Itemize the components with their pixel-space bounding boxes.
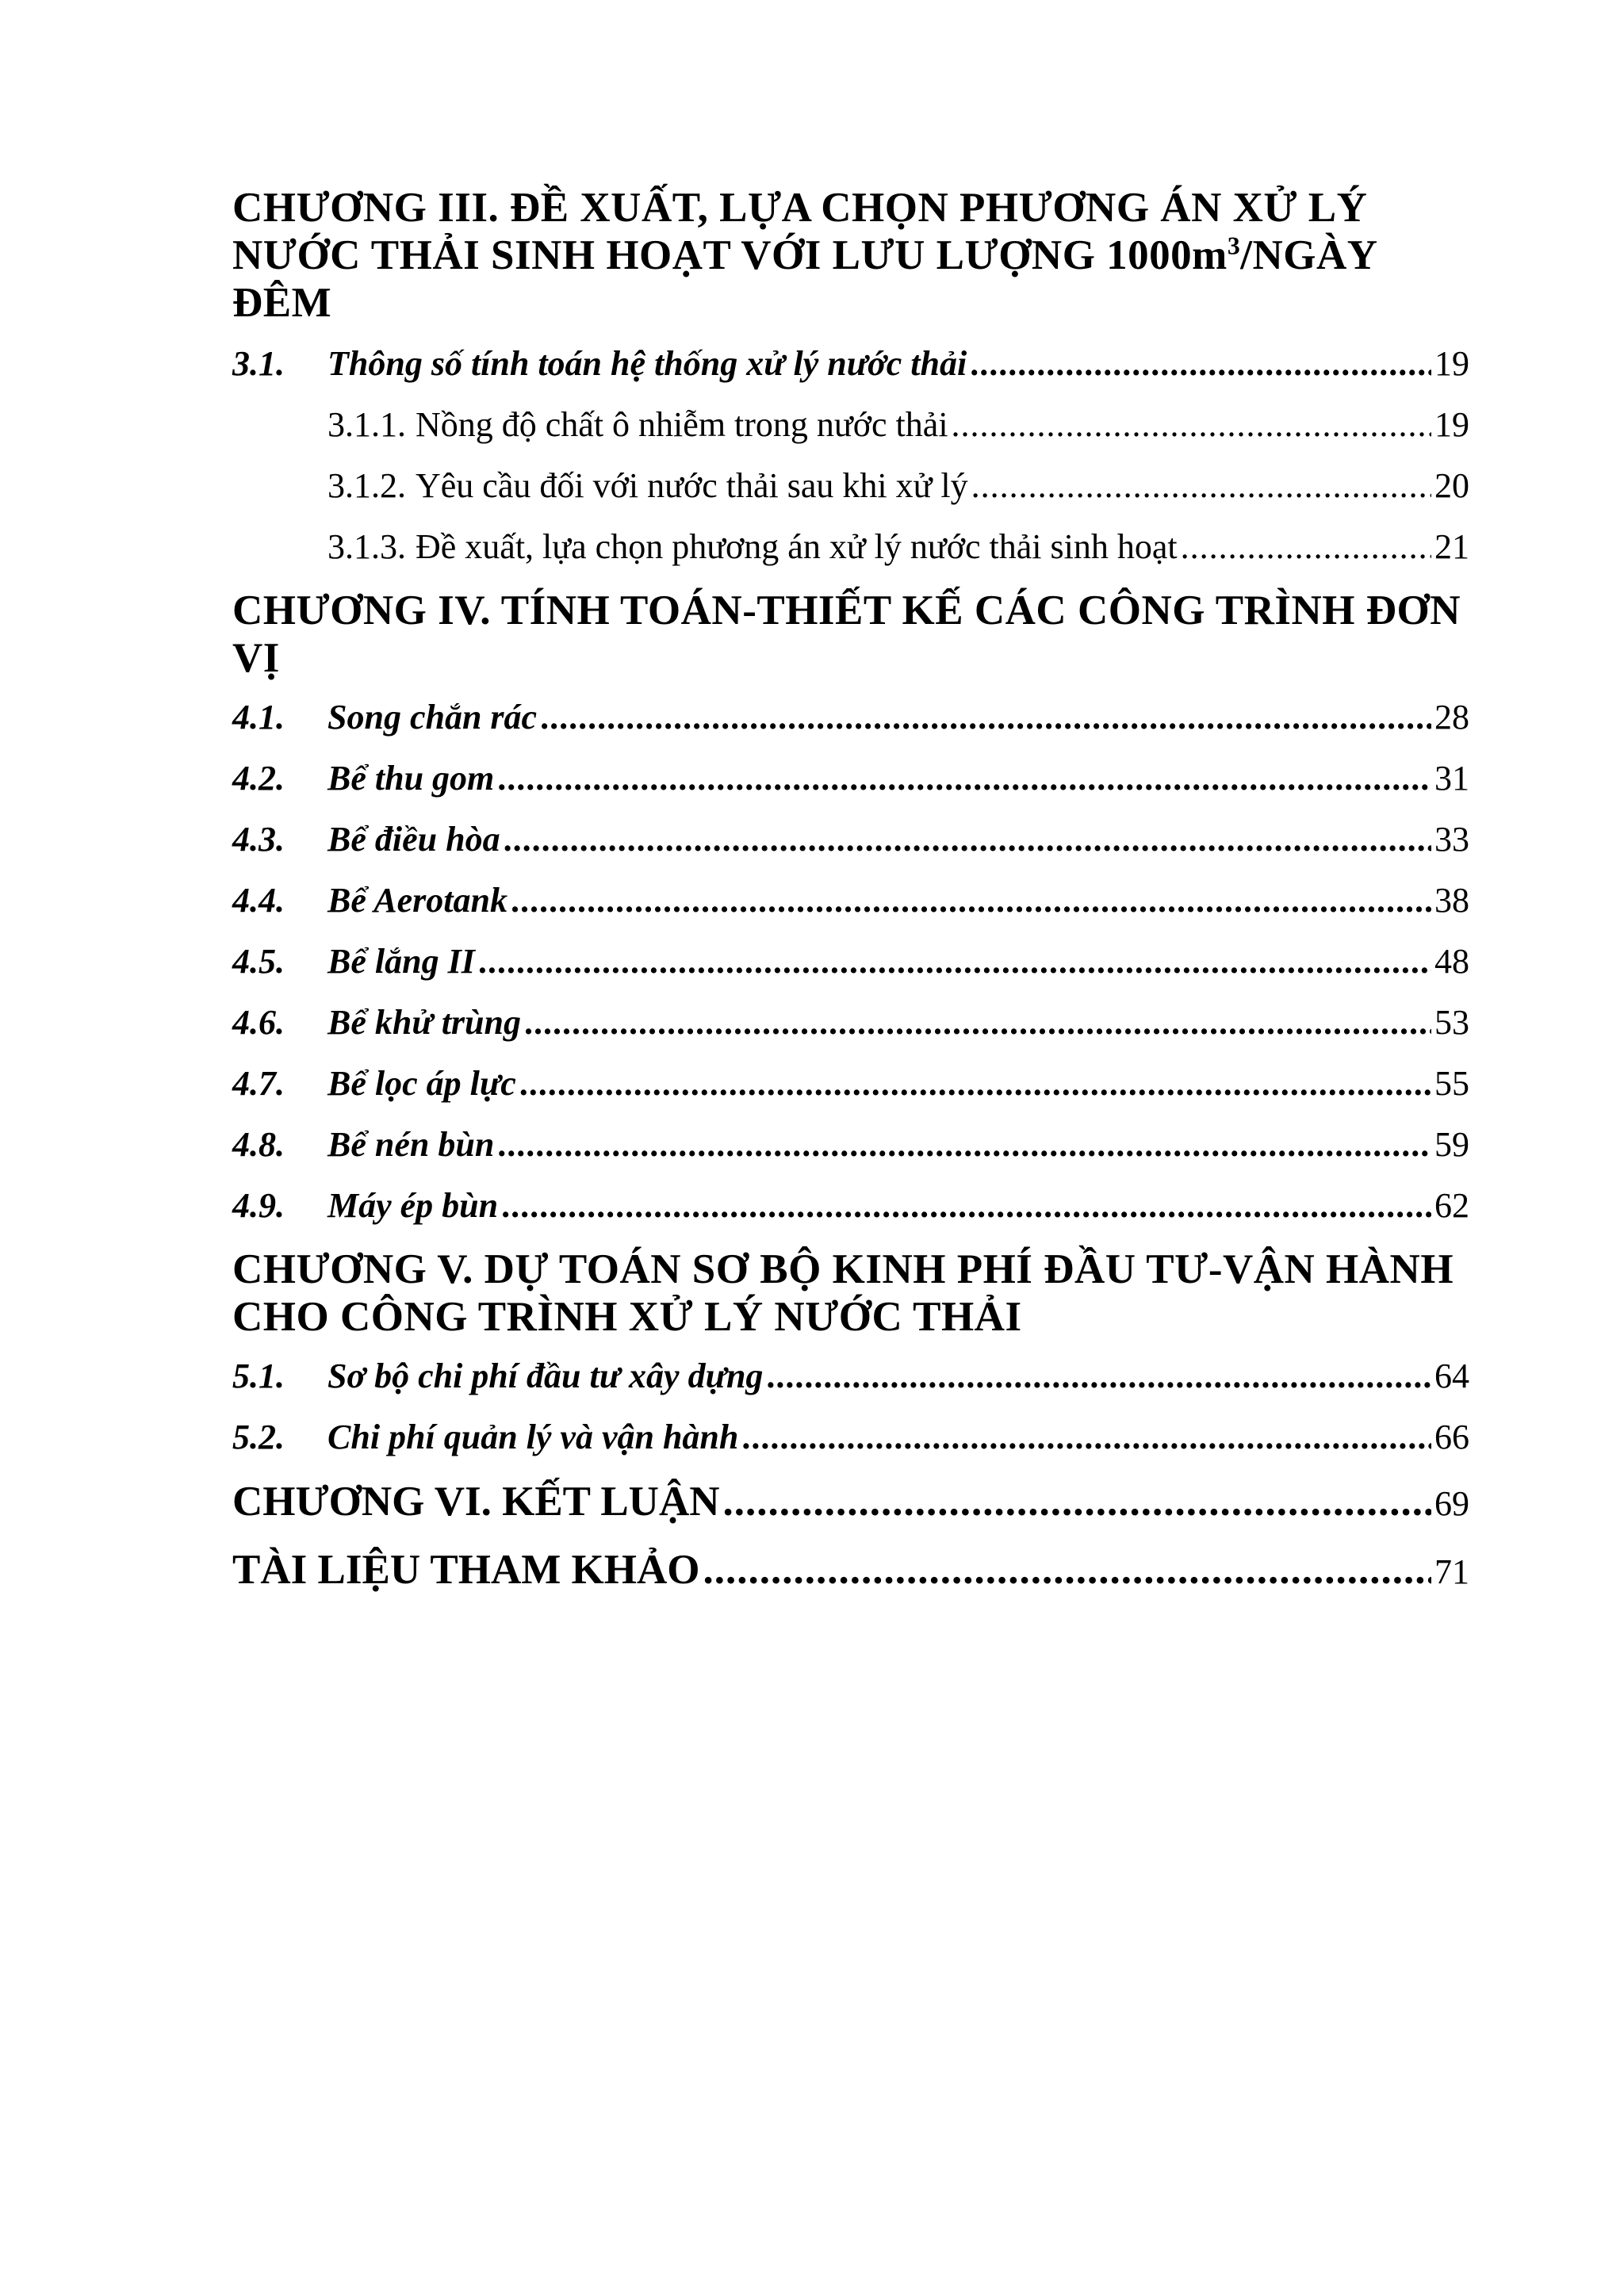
toc-entry-3-1-3[interactable] [232,516,1469,577]
section-number: 4.8. [232,1125,285,1164]
section-number: 4.7. [232,1064,285,1103]
toc-entry-4-1[interactable] [232,687,1469,748]
toc-entry-4-6[interactable] [232,992,1469,1053]
page-number: 55 [1434,1064,1469,1103]
toc-entry-3-1[interactable] [232,333,1469,394]
chapter-3-heading [232,184,1469,327]
section-number: 4.9. [232,1186,285,1225]
section-number: 4.4. [232,881,285,920]
subsection-title: Đề xuất, lựa chọn phương án xử lý nước thải sinh hoạt [416,527,1178,566]
page-number: 66 [1434,1418,1469,1456]
section-title: Bể thu gom [327,759,495,798]
dot-leader [497,748,1431,809]
page-number: 69 [1434,1484,1469,1523]
section-number: 5.2. [232,1418,285,1456]
section-title: Chi phí quản lý và vận hành [327,1418,739,1456]
dot-leader [1181,516,1431,577]
toc-entry-4-7[interactable] [232,1053,1469,1114]
page-number: 53 [1434,1003,1469,1042]
section-title: Máy ép bùn [327,1186,499,1225]
page-number: 38 [1434,881,1469,920]
toc-entry-5-1[interactable] [232,1345,1469,1406]
table-of-contents [232,184,1469,1604]
page-number: 33 [1434,820,1469,859]
chapter-3-title-superscript: 3 [1227,232,1241,260]
page-number: 21 [1434,527,1469,566]
dot-leader [766,1345,1431,1406]
dot-leader [524,992,1431,1053]
page-number: 59 [1434,1125,1469,1164]
dot-leader [723,1468,1432,1536]
dot-leader [497,1114,1431,1175]
chapter-4-heading: CHƯƠNG IV. TÍNH TOÁN-THIẾT KẾ CÁC CÔNG TRÌNH ĐƠN VỊ [232,587,1461,681]
section-number: 4.1. [232,698,285,737]
toc-entry-4-8[interactable] [232,1114,1469,1175]
section-number: 3.1. [232,344,285,383]
chapter-3-title-main: CHƯƠNG III. ĐỀ XUẤT, LỰA CHỌN PHƯƠNG ÁN XỬ LÝ NƯỚC THẢI SINH HOẠT VỚI LƯU LƯỢNG 1000m [232,185,1368,278]
references-title: TÀI LIỆU THAM KHẢO [232,1547,700,1593]
dot-leader [519,1053,1431,1114]
dot-leader [971,455,1431,516]
page-number: 62 [1434,1186,1469,1225]
dot-leader [501,1175,1431,1236]
toc-entry-3-1-2[interactable] [232,455,1469,516]
section-number: 4.2. [232,759,285,798]
subsection-title: Nồng độ chất ô nhiễm trong nước thải [416,405,948,444]
subsection-number: 3.1.1. [327,405,406,444]
section-title: Bể Aerotank [327,881,508,920]
dot-leader [478,931,1431,992]
dot-leader [952,394,1431,455]
chapter-3-title-end: /NGÀY ĐÊM [232,232,1377,326]
toc-entry-4-2[interactable] [232,748,1469,809]
toc-entry-4-5[interactable] [232,931,1469,992]
dot-leader [511,870,1431,931]
page-number: 28 [1434,698,1469,737]
section-title: Bể điều hòa [327,820,500,859]
section-number: 5.1. [232,1357,285,1395]
chapter-5-heading: CHƯƠNG V. DỰ TOÁN SƠ BỘ KINH PHÍ ĐẦU TƯ-VẬN HÀNH CHO CÔNG TRÌNH XỬ LÝ NƯỚC THẢI [232,1246,1454,1340]
section-title: Bể nén bùn [327,1125,495,1164]
page-number: 64 [1434,1357,1469,1395]
dot-leader [504,809,1431,870]
toc-entry-chapter-6[interactable] [232,1468,1469,1536]
section-title: Song chắn rác [327,698,538,737]
toc-entry-4-4[interactable] [232,870,1469,931]
dot-leader [703,1536,1431,1604]
toc-entry-4-9[interactable] [232,1175,1469,1236]
page-number: 71 [1434,1552,1469,1591]
subsection-title: Yêu cầu đối với nước thải sau khi xử lý [416,466,968,505]
subsection-number: 3.1.2. [327,466,406,505]
section-title: Bể lắng II [327,942,475,981]
section-title: Bể lọc áp lực [327,1064,516,1103]
page-number: 19 [1434,344,1469,383]
chapter-6-title: CHƯƠNG VI. KẾT LUẬN [232,1479,720,1525]
toc-entry-5-2[interactable] [232,1406,1469,1468]
dot-leader [741,1406,1431,1468]
toc-entry-4-3[interactable] [232,809,1469,870]
section-number: 4.3. [232,820,285,859]
subsection-number: 3.1.3. [327,527,406,566]
page-number: 20 [1434,466,1469,505]
toc-entry-references[interactable] [232,1536,1469,1604]
toc-entry-3-1-1[interactable] [232,394,1469,455]
section-title: Bể khử trùng [327,1003,521,1042]
page-number: 19 [1434,405,1469,444]
page-number: 31 [1434,759,1469,798]
page-number: 48 [1434,942,1469,981]
section-number: 4.6. [232,1003,285,1042]
dot-leader [970,333,1431,394]
section-number: 4.5. [232,942,285,981]
dot-leader [540,687,1431,748]
section-title: Sơ bộ chi phí đầu tư xây dựng [327,1357,764,1395]
section-title: Thông số tính toán hệ thống xử lý nước thải [327,344,967,383]
